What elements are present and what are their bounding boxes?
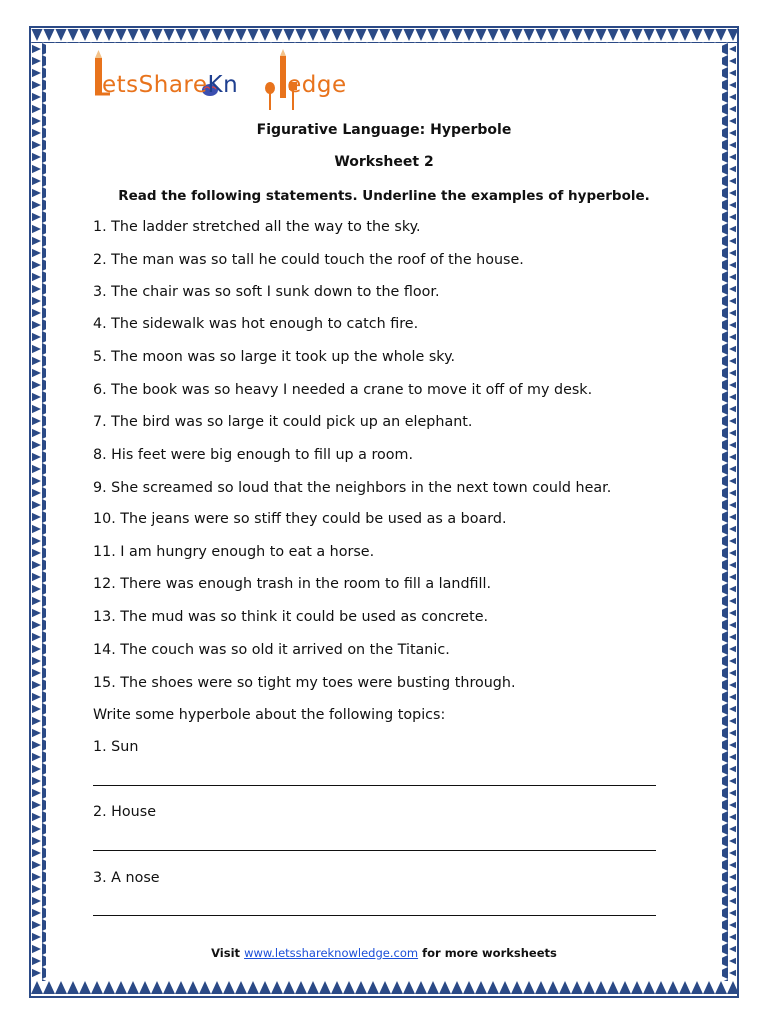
statement-item: 8. His feet were big enough to fill up a room.	[93, 447, 413, 463]
footer-prefix: Visit	[211, 946, 241, 960]
statement-item: 5. The moon was so large it took up the whole sky.	[93, 349, 456, 365]
statement-item: 2. The man was so tall he could touch the roof of the house.	[93, 252, 524, 268]
statement-item: 15. The shoes were so tight my toes were busting through.	[93, 675, 516, 691]
footer-suffix: for more worksheets	[422, 946, 557, 960]
statement-item: 1. The ladder stretched all the way to the sky.	[93, 219, 421, 235]
answer-line[interactable]	[93, 785, 656, 786]
letsshareknowledge-logo	[92, 44, 352, 114]
statement-item: 7. The bird was so large it could pick up an elephant.	[93, 414, 473, 430]
statement-item: 14. The couch was so old it arrived on the Titanic.	[93, 642, 450, 658]
topic-label: 2. House	[93, 804, 156, 820]
worksheet-title: Figurative Language: Hyperbole	[256, 122, 512, 138]
topic-label: 3. A nose	[93, 870, 160, 886]
website-link[interactable]: www.letsshareknowledge.com	[244, 946, 419, 960]
statement-item: 4. The sidewalk was hot enough to catch fire.	[93, 316, 419, 332]
statement-item: 10. The jeans were so stiff they could be used as a board.	[93, 511, 507, 527]
writing-prompt: Write some hyperbole about the following topics:	[93, 707, 446, 723]
footer	[0, 946, 768, 960]
topic-label: 1. Sun	[93, 739, 139, 755]
statement-item: 9. She screamed so loud that the neighbors in the next town could hear.	[93, 480, 612, 496]
statement-item: 12. There was enough trash in the room to fill a landfill.	[93, 576, 492, 592]
instructions: Read the following statements. Underline the examples of hyperbole.	[118, 188, 650, 204]
answer-line[interactable]	[93, 850, 656, 851]
logo-wordmark: etsShareKn ledge	[102, 72, 347, 98]
statement-item: 13. The mud was so think it could be used as concrete.	[93, 609, 489, 625]
statement-item: 3. The chair was so soft I sunk down to the floor.	[93, 284, 440, 300]
statement-item: 11. I am hungry enough to eat a horse.	[93, 544, 375, 560]
worksheet-subtitle: Worksheet 2	[334, 154, 434, 170]
statement-item: 6. The book was so heavy I needed a crane to move it off of my desk.	[93, 382, 593, 398]
answer-line[interactable]	[93, 915, 656, 916]
